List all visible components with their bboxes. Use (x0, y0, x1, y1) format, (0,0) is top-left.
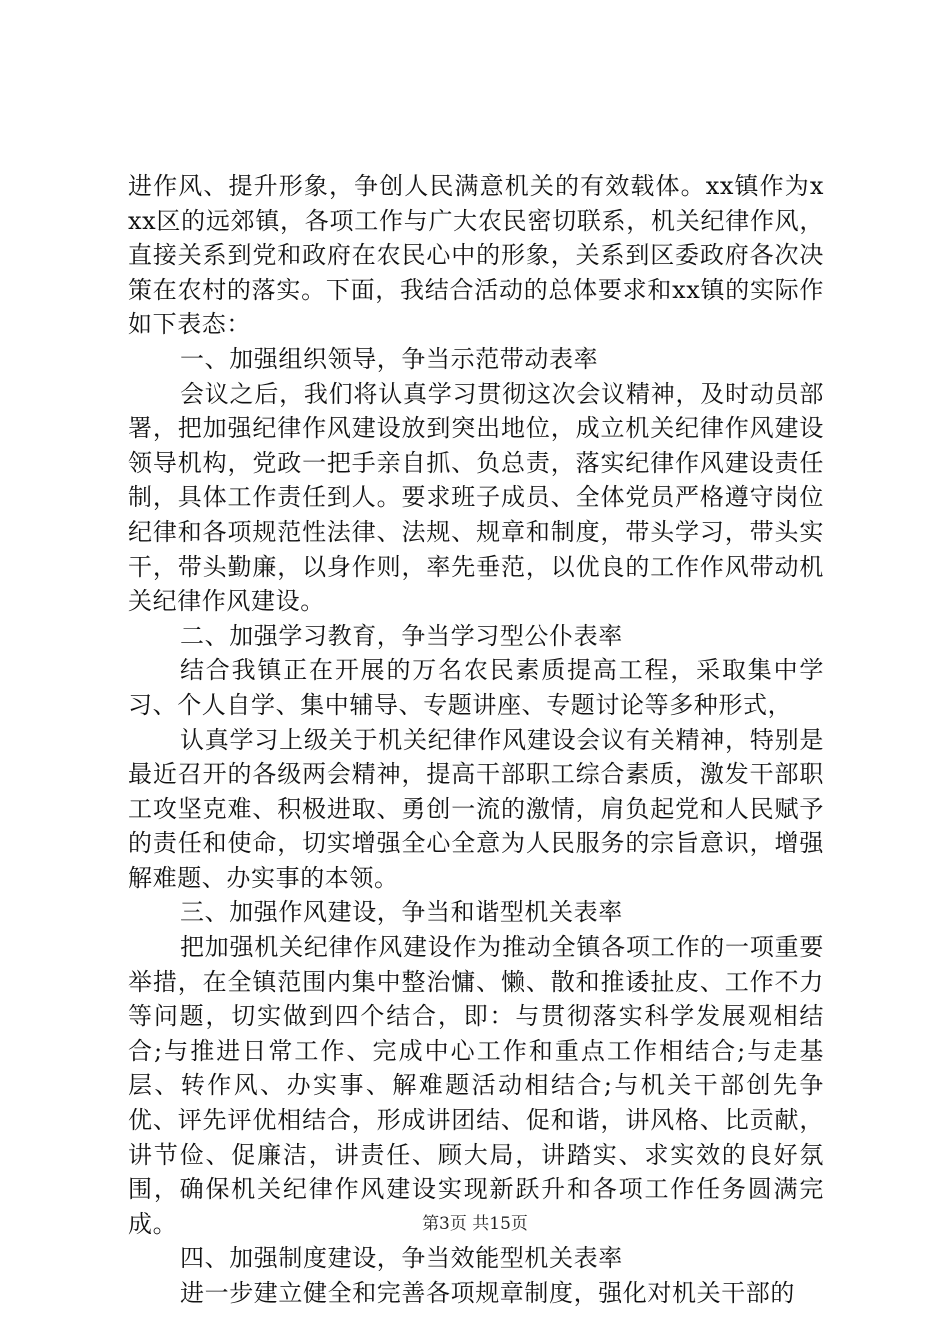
section-heading-2: 二、加强学习教育，争当学习型公仆表率 (180, 621, 623, 650)
paragraph-section-1: 会议之后，我们将认真学习贯彻这次会议精神，及时动员部署，把加强纪律作风建设放到突出地位，成立机关纪律作风建设领导机构，党政一把手亲自抓、负总责，落实纪律作风建设责任制，具体工作责任到人。要求班子成员、全体党员严格遵守岗位纪律和各项规范性法律、法规、规章和制度，带头学习，带头实干，带头勤廉，以身作则，率先垂范，以优良的工作作风带动机关纪律作风建设。 (128, 379, 824, 616)
document-body (128, 169, 824, 1311)
paragraph-intro: 进作风、提升形象，争创人民满意机关的有效载体。xx镇作为xxx区的远郊镇，各项工作与广大农民密切联系，机关纪律作风，直接关系到党和政府在农民心中的形象，关系到区委政府各次决策在农村的落实。下面，我结合活动的总体要求和xx镇的实际作如下表态： (128, 172, 824, 339)
paragraph-section-3: 把加强机关纪律作风建设作为推动全镇各项工作的一项重要举措，在全镇范围内集中整治慵、懒、散和推诿扯皮、工作不力等问题，切实做到四个结合，即：与贯彻落实科学发展观相结合;与推进日常工作、完成中心工作和重点工作相结合;与走基层、转作风、办实事、解难题活动相结合;与机关干部创先争优、评先评优相结合，形成讲团结、促和谐，讲风格、比贡献，讲节俭、促廉洁，讲责任、顾大局，讲踏实、求实效的良好氛围，确保机关纪律作风建设实现新跃升和各项工作任务圆满完成。 (128, 933, 824, 1238)
paragraph-section-4: 进一步建立健全和完善各项规章制度，强化对机关干部的 (180, 1279, 795, 1307)
paragraph-section-2b: 认真学习上级关于机关纪律作风建设会议有关精神，特别是最近召开的各级两会精神，提高干部职工综合素质，激发干部职工攻坚克难、积极进取、勇创一流的激情，肩负起党和人民赋予的责任和使命，切实增强全心全意为人民服务的宗旨意识，增强解难题、办实事的本领。 (128, 725, 824, 892)
section-heading-1: 一、加强组织领导，争当示范带动表率 (180, 344, 599, 373)
section-heading-4: 四、加强制度建设，争当效能型机关表率 (180, 1244, 623, 1273)
paragraph-section-2a: 结合我镇正在开展的万名农民素质提高工程，采取集中学习、个人自学、集中辅导、专题讲座、专题讨论等多种形式， (128, 656, 824, 719)
section-heading-3: 三、加强作风建设，争当和谐型机关表率 (180, 898, 623, 927)
page-number-footer: 第3页 共15页 (422, 1214, 528, 1234)
